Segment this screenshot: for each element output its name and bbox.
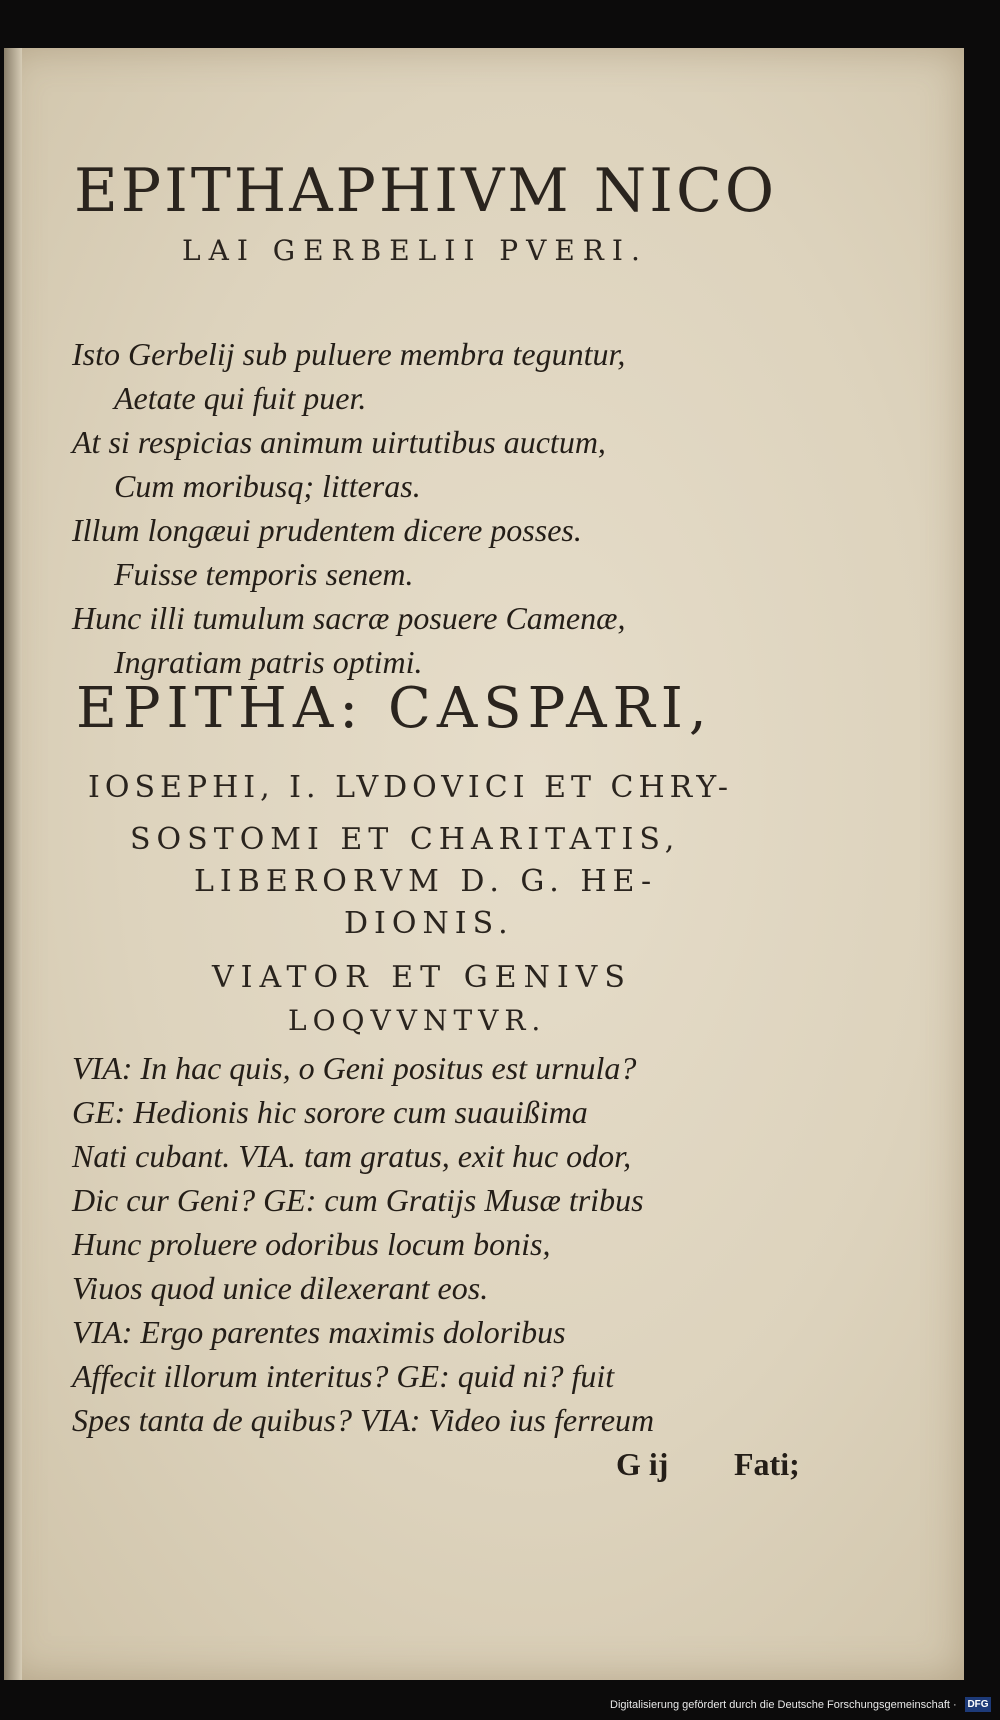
poem1-line: Aetate qui fuit puer. (114, 380, 367, 416)
subheading-line1: VIATOR ET GENIVS (212, 960, 632, 995)
poem1-line: At si respicias animum uirtutibus auctum, (72, 424, 606, 460)
dialogue-line: Viuos quod unice dilexerant eos. (72, 1270, 489, 1306)
heading2-line3: SOSTOMI ET CHARITATIS, (130, 822, 681, 857)
dialogue-line: Nati cubant. VIA. tam gratus, exit huc odor, (72, 1138, 632, 1174)
dialogue-line: VIA: Ergo parentes maximis doloribus (72, 1314, 566, 1350)
heading2-line2: IOSEPHI, I. LVDOVICI ET CHRY- (88, 770, 733, 805)
heading1-line2: LAI GERBELII PVERI. (182, 234, 648, 267)
heading2-line5: DIONIS. (344, 906, 514, 941)
heading2-line1: EPITHA: CASPARI, (76, 676, 713, 741)
poem1-line: Isto Gerbelij sub puluere membra teguntur, (72, 336, 626, 372)
heading2-line4: LIBERORVM D. G. HE- (194, 864, 658, 899)
dialogue-line: Affecit illorum interitus? GE: quid ni? fuit (72, 1358, 615, 1394)
dialogue-line: GE: Hedionis hic sorore cum suauißima (72, 1094, 588, 1130)
dialogue-line: Hunc proluere odoribus locum bonis, (72, 1226, 551, 1262)
poem1-line: Ingratiam patris optimi. (114, 644, 423, 680)
poem1-line: Illum longæui prudentem dicere posses. (72, 512, 582, 548)
footer-credit: Digitalisierung gefördert durch die Deutsche Forschungsgemeinschaft · (610, 1699, 957, 1711)
catchword: Fati; (734, 1446, 800, 1482)
subheading-line2: LOQVVNTVR. (288, 1004, 547, 1037)
book-page (4, 48, 964, 1680)
poem1-line: Cum moribusq; litteras. (114, 468, 421, 504)
page-gutter (4, 48, 22, 1680)
signature-mark: G ij (616, 1446, 669, 1482)
dialogue-line: VIA: In hac quis, o Geni positus est urnula? (72, 1050, 637, 1086)
heading1-line1: EPITHAPHIVM NICO (74, 156, 778, 226)
dfg-logo: DFG (965, 1697, 991, 1712)
dialogue-line: Dic cur Geni? GE: cum Gratijs Musæ tribus (72, 1182, 644, 1218)
poem1-line: Fuisse temporis senem. (114, 556, 414, 592)
poem1-line: Hunc illi tumulum sacræ posuere Camenæ, (72, 600, 626, 636)
dialogue-line: Spes tanta de quibus? VIA: Video ius ferreum (72, 1402, 655, 1438)
